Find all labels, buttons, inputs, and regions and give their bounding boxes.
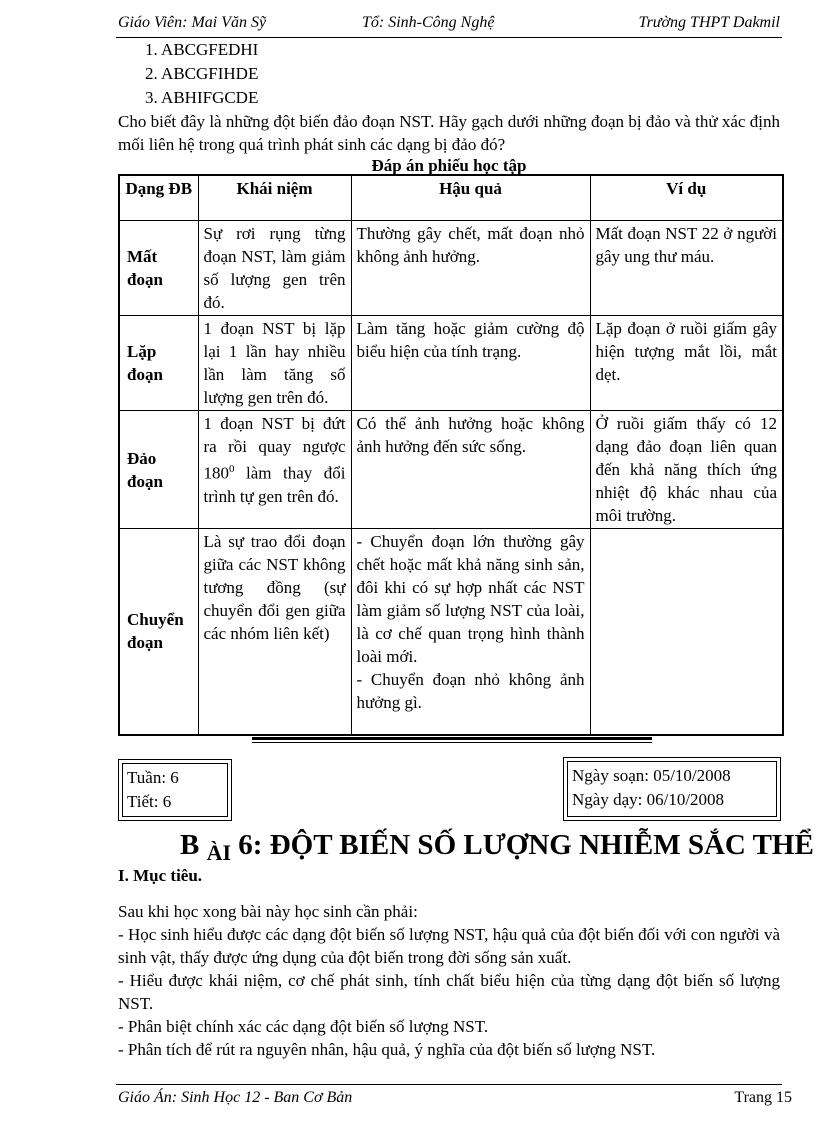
consequence-item: - Chuyển đoạn nhỏ không ảnh hưởng gì. [356, 670, 585, 712]
row-type: Chuyển đoạn [119, 529, 198, 735]
row-concept: Sự rơi rụng từng đoạn NST, làm giảm số lượng gen trên đó. [198, 221, 351, 316]
header-teacher: Giáo Viên: Mai Văn Sỹ [118, 14, 267, 31]
title-initial: B [180, 829, 200, 861]
concept-part-a: 1 đoạn NST bị đứt ra rồi quay ngược 180 [203, 414, 346, 483]
date-box [563, 757, 781, 821]
row-example: Ở ruồi giấm thấy có 12 dạng đảo đoạn liên quan đến khả năng thích ứng nhiệt độ khác nhau của môi trường. [590, 411, 783, 529]
table-header-row [119, 175, 783, 221]
row-concept: Là sự trao đổi đoạn giữa các NST không tương đồng (sự chuyển đổi gen giữa các nhóm liên kết) [198, 529, 351, 735]
table-row [119, 529, 783, 735]
separator-rule [252, 737, 652, 740]
row-type: Mất đoạn [119, 221, 198, 316]
sequence-2: 2. ABCGFIHDE [145, 64, 259, 83]
week-box [118, 759, 232, 821]
table-caption: Đáp án phiếu học tập [371, 156, 527, 175]
row-type: Lặp đoạn [119, 316, 198, 411]
footer-left: Giáo Án: Sinh Học 12 - Ban Cơ Bản [118, 1089, 353, 1106]
answer-table [118, 174, 784, 736]
row-concept [198, 411, 351, 529]
period-label: Tiết: 6 [127, 792, 172, 811]
header-rule [116, 37, 782, 38]
row-consequence: Làm tăng hoặc giảm cường độ biểu hiện của tính trạng. [351, 316, 590, 411]
table-row [119, 316, 783, 411]
header-department: Tổ: Sinh-Công Nghệ [362, 14, 495, 31]
row-example [590, 529, 783, 735]
col-header-concept: Khái niệm [198, 175, 351, 221]
goal-item: - Học sinh hiểu được các dạng đột biến số lượng NST, hậu quả của đột biến đối với con người và sinh vật, thấy được ứng dụng của đột biến trong đời sống sản xuất. [118, 925, 780, 967]
row-example: Lặp đoạn ở ruồi giấm gây hiện tượng mắt lồi, mắt dẹt. [590, 316, 783, 411]
question-paragraph: Cho biết đây là những đột biến đảo đoạn NST. Hãy gạch dưới những đoạn bị đảo và thử xác định mối liên hệ trong quá trình phát sinh các dạng bị đảo đó? [118, 112, 780, 154]
col-header-consequence: Hậu quả [351, 175, 590, 221]
row-consequence: Thường gây chết, mất đoạn nhỏ không ảnh hưởng. [351, 221, 590, 316]
concept-part-b: làm thay đổi trình tự gen trên đó. [203, 463, 346, 506]
table-row [119, 221, 783, 316]
goal-item: - Hiểu được khái niệm, cơ chế phát sinh, tính chất biểu hiện của từng dạng đột biến số lượng NST. [118, 971, 780, 1013]
footer-rule [116, 1084, 782, 1085]
consequence-item: - Chuyển đoạn lớn thường gây chết hoặc mất khả năng sinh sản, đôi khi có sự hợp nhất các NST làm giảm số lượng NST của loài, là cơ chế quan trọng hình thành loài mới. [356, 532, 585, 666]
goal-item: - Phân biệt chính xác các dạng đột biến số lượng NST. [118, 1017, 489, 1036]
title-subscript: ÀI [206, 840, 232, 865]
row-consequence: Có thể ảnh hưởng hoặc không ảnh hưởng đến sức sống. [351, 411, 590, 529]
goals-intro: Sau khi học xong bài này học sinh cần phải: [118, 902, 418, 921]
row-type: Đảo đoạn [119, 411, 198, 529]
week-label: Tuần: 6 [127, 768, 179, 787]
degree-superscript: 0 [229, 463, 235, 475]
sequence-3: 3. ABHIFGCDE [145, 88, 259, 107]
col-header-type: Dạng ĐB [119, 175, 198, 221]
row-example: Mất đoạn NST 22 ở người gây ung thư máu. [590, 221, 783, 316]
row-concept: 1 đoạn NST bị lặp lại 1 lần hay nhiều lần làm tăng số lượng gen trên đó. [198, 316, 351, 411]
sequence-1: 1. ABCGFEDHI [145, 40, 259, 59]
col-header-example: Ví dụ [590, 175, 783, 221]
goal-item: - Phân tích để rút ra nguyên nhân, hậu quả, ý nghĩa của đột biến số lượng NST. [118, 1040, 656, 1059]
lesson-title [180, 829, 814, 865]
teach-date: Ngày dạy: 06/10/2008 [572, 790, 725, 809]
table-row [119, 411, 783, 529]
page-number: Trang 15 [734, 1089, 792, 1106]
row-consequence [351, 529, 590, 735]
section-heading: I. Mục tiêu. [118, 866, 203, 885]
header-school: Trường THPT Dakmil [638, 14, 780, 31]
title-rest: 6: ĐỘT BIẾN SỐ LƯỢNG NHIỄM SẮC THỂ [231, 829, 814, 861]
prep-date: Ngày soạn: 05/10/2008 [572, 766, 731, 785]
separator-rule [252, 742, 652, 743]
